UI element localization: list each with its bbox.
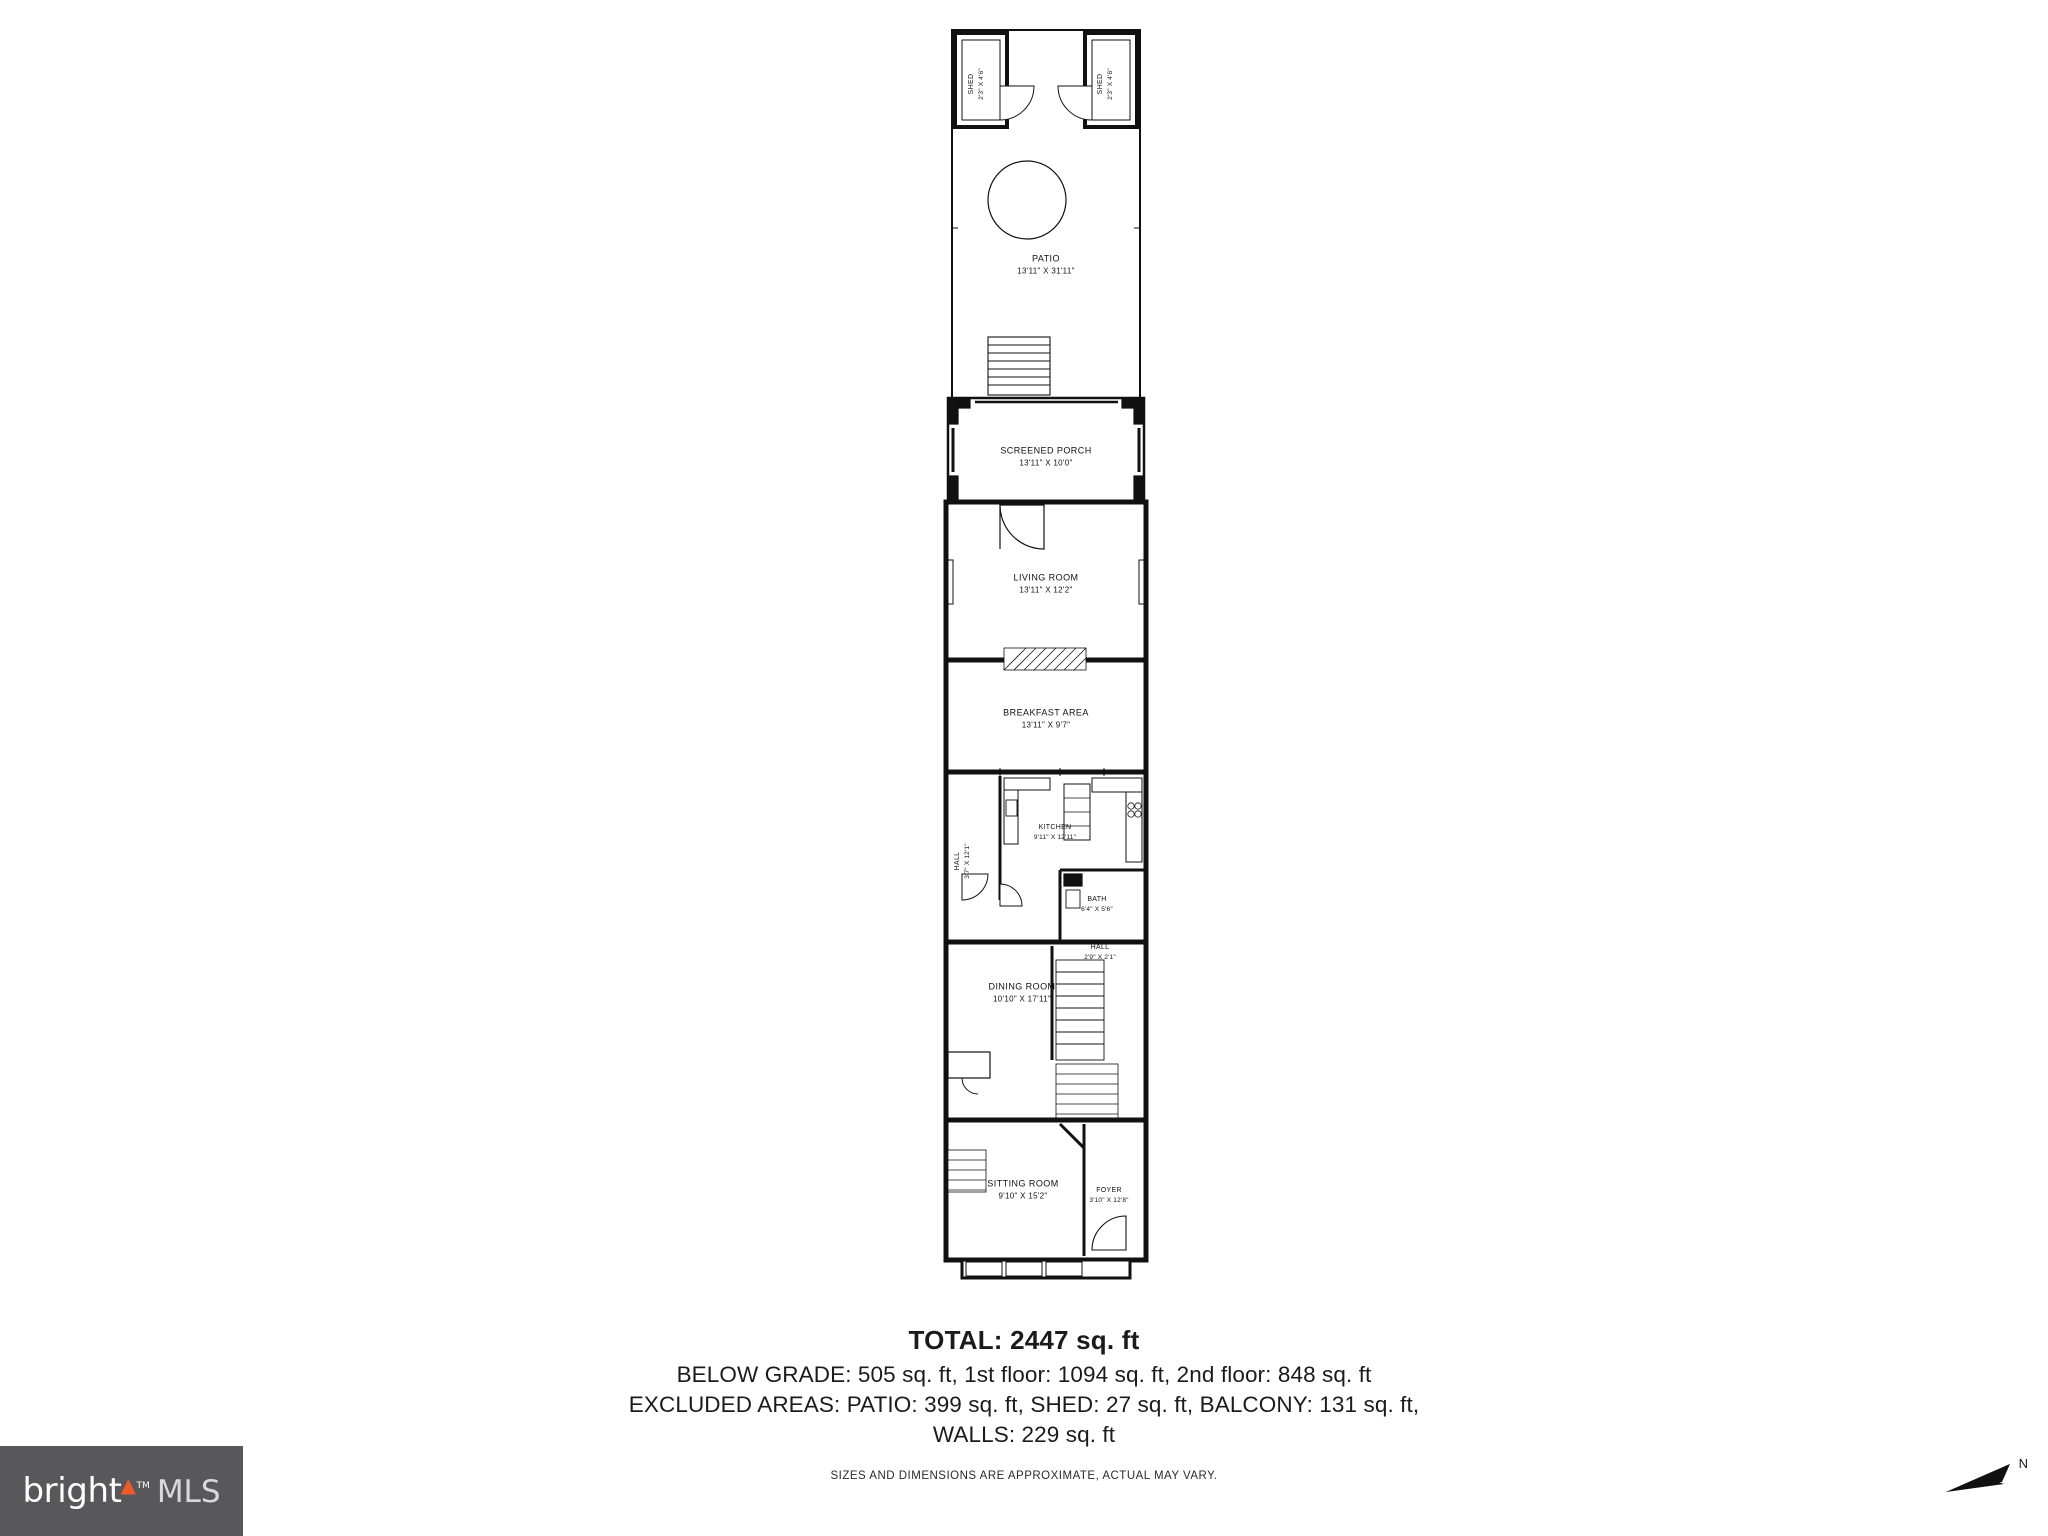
room-dimensions: 9'10" X 15'2": [998, 1191, 1048, 1201]
room-name: HALL: [954, 851, 962, 871]
area-breakdown-line-1: BELOW GRADE: 505 sq. ft, 1st floor: 1094 sq. ft, 2nd floor: 848 sq. ft: [676, 1362, 1372, 1387]
bright-mls-logo: [0, 1446, 243, 1536]
north-label: N: [2018, 1456, 2028, 1471]
room-name: KITCHEN: [1038, 824, 1072, 832]
room-dimensions: 13'11" X 31'11": [1017, 266, 1075, 276]
room-dimensions: 2'3" X 4'6": [1107, 68, 1115, 100]
room-dimensions: 9'11" X 12'11": [1033, 834, 1077, 842]
total-area: TOTAL: 2447 sq. ft: [908, 1325, 1140, 1355]
room-name: SITTING ROOM: [987, 1178, 1059, 1189]
compass-icon: [1938, 1448, 2030, 1506]
room-name: HALL: [1090, 944, 1110, 952]
room-name: BATH: [1087, 896, 1107, 904]
room-dimensions: 6'4" X 5'6": [1081, 906, 1113, 914]
room-dimensions: 13'11" X 10'0": [1019, 458, 1073, 468]
logo-suffix-text: MLS: [156, 1474, 221, 1510]
walls-area-line: WALLS: 229 sq. ft: [932, 1422, 1116, 1448]
logo-accent-mark: ▲: [120, 1473, 136, 1497]
room-dimensions: 3'10" X 12'8": [1089, 1197, 1129, 1205]
room-dimensions: 3'7" X 12'1": [964, 843, 972, 879]
room-name: FOYER: [1096, 1187, 1122, 1195]
north-arrow: [1938, 1448, 2030, 1506]
area-summary: [0, 1325, 2048, 1482]
room-name: SHED: [1097, 73, 1105, 95]
logo-brand-text: bright: [22, 1471, 122, 1511]
room-name: DINING ROOM: [988, 981, 1056, 992]
room-name: SCREENED PORCH: [1000, 445, 1092, 456]
room-dimensions: 10'10" X 17'11": [992, 994, 1052, 1004]
room-name: LIVING ROOM: [1013, 572, 1079, 583]
room-dimensions: 13'11" X 9'7": [1021, 720, 1071, 730]
logo-trademark: TM: [136, 1481, 150, 1491]
room-name: PATIO: [1032, 253, 1060, 264]
room-name: SHED: [968, 73, 976, 95]
room-dimensions: 13'11" X 12'2": [1019, 585, 1073, 595]
room-dimensions: 2'9" X 2'1": [1084, 954, 1116, 962]
excluded-areas-line: EXCLUDED AREAS: PATIO: 399 sq. ft, SHED: 27 sq. ft, BALCONY: 131 sq. ft,: [628, 1392, 1420, 1418]
disclaimer-text: SIZES AND DIMENSIONS ARE APPROXIMATE, ACTUAL MAY VARY.: [830, 1470, 1218, 1483]
room-name: BREAKFAST AREA: [1003, 707, 1089, 718]
room-dimensions: 2'3" X 4'6": [978, 68, 986, 100]
